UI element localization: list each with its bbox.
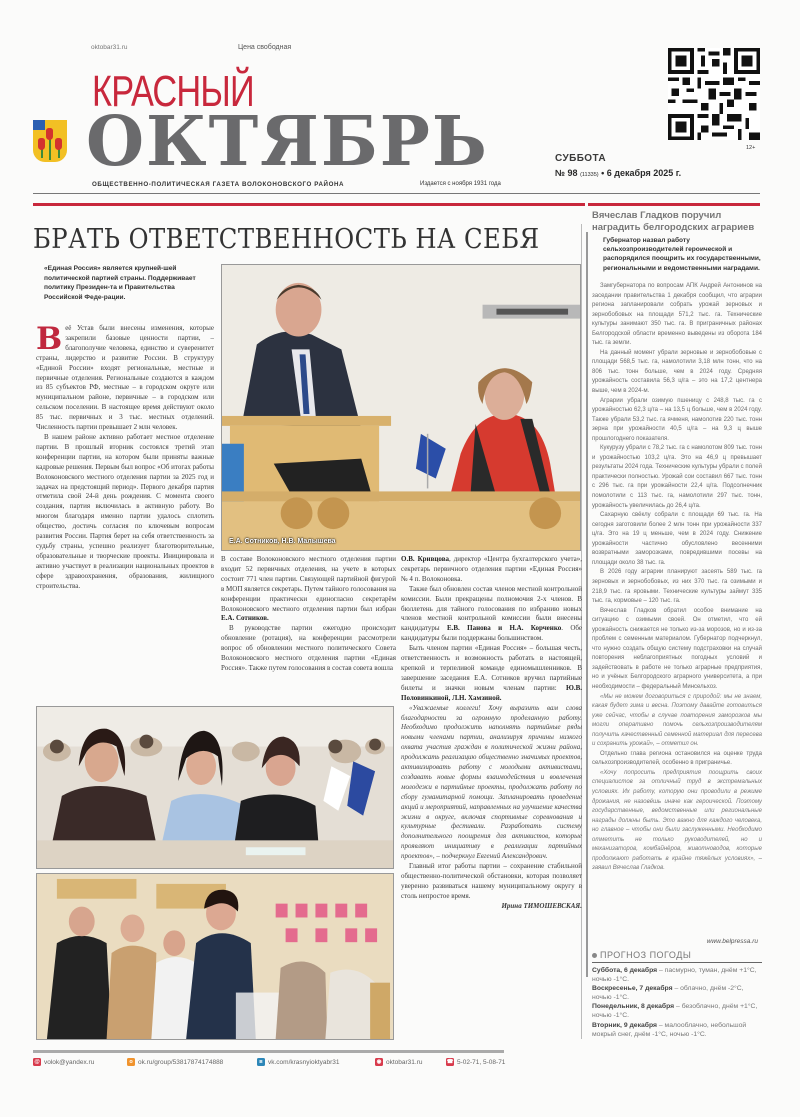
day-of-week: СУББОТА [555, 153, 606, 164]
weather-day: Воскресенье, 7 декабря – облачно, днём -2°С, ночью -1°С. [592, 985, 744, 1002]
newspaper-title-top: КРАСНЫЙ [92, 67, 254, 116]
qr-code-icon[interactable] [668, 48, 760, 140]
red-divider [33, 203, 585, 206]
article-paragraph: Быть членом партии «Единая Россия» – большая честь, ответственность и возможность работать в настоящей, крепкой и терпеливой команде единомышленников. В завершение заседания Е.А. Сотников вручил партийные билеты и значки новым членам партии: Ю.В. Половинкиной, Л.Н. Хамзиной. [401, 644, 582, 702]
weather-day: Вторник, 9 декабря – малооблачно, небольшой мокрый снег, днём -1°С, ночью -1°С. [592, 1021, 747, 1038]
side-paragraph: На данный момент убрали зерновые и зернобобовые с площади 568,5 тыс. га, намолотили 3,18 млн тонн, что на 806 тыс. тонн больше, чем в 2024 году. Средняя урожайность составила 56,3 ц/га – это на 17,2 центнера выше, чем в 2024-м. [592, 349, 762, 395]
footer-divider [33, 1050, 504, 1053]
article-column-3 [401, 555, 582, 1040]
article-paragraph: В составе Волоконовского местного отделения партии входит 52 первичных отделения, на учете в которых состоит 771 член партии. Связующей партийной фигурой в МОП является секретарь. Путем тайного голосования на конференции практически единогласно секретарём Волоконовского местного отделения партии был избран Е.А. Сотников. [221, 555, 396, 623]
age-rating: 12+ [746, 145, 756, 151]
side-quote: «Хочу попросить предприятия поощрить своих специалистов за отличный труд в экстремальных условиях. Их работу, которую они проводили в режиме дрожания, не назовёшь иначе как героической. Поэтому государственные, ведомственные или региональные награды должны быть. Это важно для каждого человека, но главное – чтобы они были заслуженными. Необходимо отметить не только руководителей, но и механизаторов, комбайнёров, животноводов, которые продолжают работать в крайне тяжёлых условиях», – заявил Вячеслав Гладков. [592, 769, 762, 872]
side-paragraph: Сахарную свёклу собрали с площади 69 тыс. га. На сегодня заготовили более 2 млн тонн при урожайности 337 ц/га. Это на 19 ц меньше, чем в 2024 году. Снижение урожайности частично обусловлено весенними возвратными заморозками, повредившими посевы на площади около 38 тыс. га. [592, 512, 762, 566]
web-icon: ◉ [376, 1059, 382, 1065]
article-lead: «Единая Россия» является крупней-шей политической партией страны. Поддерживает политику Президен-та и Правительства Российской Феде-рации. [44, 265, 196, 301]
article-headline: БРАТЬ ОТВЕТСТВЕННОСТЬ НА СЕБЯ [33, 224, 540, 255]
article-column-2 [221, 555, 396, 695]
source-link[interactable]: www.belpressa.ru [706, 938, 758, 945]
footer-phone[interactable]: ☎ 5-02-71, 5-08-71 [446, 1058, 506, 1066]
side-paragraph: Отдельно глава региона остановился на оценке труда сельхозпроизводителей, особенно в приграничье. [592, 750, 762, 767]
photo-ballot [36, 873, 394, 1040]
article-paragraph: её Устав были внесены изменения, которые закрепили базовые ценности партии, – благополучие человека, единство и суверенитет страны, лидерство и развитие России. В структуру «Единой России» входят региональные, местные и первичные отделения. Региональные создаются в каждом из 85 субъектов РФ, местные – в городском округе или муниципальном районе, первичные – в городском или сельском поселении. В настоящее время действуют около 85 тыс. первичных и 3 тыс. местных отделений. Численность партии превышает 2 млн человек. [36, 324, 214, 432]
photo-caption: Е.А. Сотников, Н.В. Малышева [229, 538, 336, 545]
footer-email[interactable]: @ volok@yandex.ru [34, 1058, 95, 1066]
bold-name: Е.В. Панова и Н.А. Корченко [446, 624, 562, 633]
coat-of-arms-icon [33, 120, 67, 162]
newspaper-title-main: ОКТЯБРЬ [86, 102, 489, 182]
article-paragraph: В нашем районе активно работает местное отделение партии. В прошлый вторник состоялся третий этап конференции партии, на котором были приняты важные кадровые решения. Первым был вопрос «Об итогах работы Волоконовского местного отделения партии за 2025 год и задачах на предстоящий период». Первого декабря партия отметила свой 24-й день рождения. С момента своего создания, партия включилась в активную работу. Во многом благодаря именно партии удалось сплотить общество, достичь согласия по ключевым вопросам развития России. Партия берет на себя ответственность за судьбу страны, успешно реализует благотворительные, образовательные и творческие проекты. Инициировала и активно участвует в реализации национальных проектов в сфере здравоохранения, образования, жилищного строительства. [36, 432, 214, 590]
weather-heading: ПРОГНОЗ ПОГОДЫ [592, 950, 691, 960]
side-paragraph: Кукурузу убрали с 78,2 тыс. га с намолотом 809 тыс. тонн и урожайностью 103,2 ц/га. Это на 46,9 ц превышает результаты 2024 года. Технические культуры убрали с полей практически полностью. Урожай сои составил 667 тыс. тонн с 296 тыс. га при урожайности 22,4 ц/га. Подсолнечник помолотили с 113 тыс. га, намолотили 297 тыс. тонн, урожайность увеличилась до 26,4 ц/га. [592, 445, 762, 509]
bold-name: Е.А. Сотников. [221, 614, 269, 623]
article-paragraph: О.В. Кривцова, директор «Центра бухгалтерского учета», секретарь первичного отделения партии «Единая Россия» № 4 п. Волоконовка. [401, 555, 582, 583]
drop-cap: В [36, 324, 63, 357]
side-paragraph: Замгубернатора по вопросам АПК Андрей Антонинов на заседании правительства 1 декабря сообщил, что аграрии региона запланировали собрать урожай зерновых и зернобобовых на площади 571,2 тыс. га. Технические культуры занимают 350 тыс. га. В приграничных районах Белгородской области временно выведены из оборота 184 тыс. га земли. [592, 283, 762, 347]
side-paragraph: В 2026 году аграрии планируют засеять 589 тыс. га зерновых и зернобобовых, из них 370 тыс. га озимыми и 218,9 тыс. га яровыми. Технические культуры займут 335 тыс. га, кормовые – 120 тыс. га. [592, 569, 762, 605]
mail-icon: @ [34, 1059, 40, 1065]
footer-odnoklassniki[interactable]: о ok.ru/group/53817874174888 [127, 1058, 223, 1066]
weather-day: Суббота, 6 декабря – пасмурно, туман, днём +1°С, ночью -1°С. [592, 967, 757, 984]
photo-voting [36, 706, 394, 869]
price-label: Цена свободная [238, 44, 292, 51]
issue-number: № 98 [555, 168, 578, 178]
red-divider-right [588, 203, 760, 206]
article-author: Ирина ТИМОШЕВСКАЯ. [501, 901, 582, 910]
newspaper-subtitle: ОБЩЕСТВЕННО-ПОЛИТИЧЕСКАЯ ГАЗЕТА ВОЛОКОНОВСКОГО РАЙОНА [92, 181, 345, 188]
site-url: oktobar31.ru [91, 44, 128, 51]
bold-name: Ю.В. Половинкиной, Л.Н. Хамзиной. [401, 683, 582, 702]
bullet-icon [592, 953, 597, 958]
footer-vk[interactable]: в vk.com/krasnyioktyabr31 [257, 1058, 340, 1066]
vk-icon: в [257, 1058, 265, 1066]
side-article-body [592, 282, 762, 924]
side-article-headline: Вячеслав Гладков поручил наградить белгородских аграриев [592, 210, 755, 233]
issue-total: (11335) [580, 172, 599, 178]
side-paragraph: Вячеслав Гладков обратил особое внимание на ситуацию с озимыми своей. Он отметил, что ей урожайность снижается не только из-за морозов, но и из-за проблем с семенным материалом. Губернатор подчеркнул, что нужно создать общую систему подстраховки на случай повторения неблагоприятных погодных условий и задействовать в работе не только аграрные предприятия, но и учёных Белгородского аграрного университета, а при необходимости – федеральный Минсельхоз. [592, 607, 762, 690]
odnoklassniki-icon: о [127, 1058, 135, 1066]
weather-forecast [592, 966, 762, 1039]
weather-day: Понедельник, 8 декабря – безоблачно, днём +1°С, ночью -1°С. [592, 1003, 758, 1020]
article-paragraph: В руководстве партии ежегодно происходит обновление (ротация), на конференции рассмотрели вопрос об обновлении местного политического Совета Волоконовского местного отделения партии «Единая Россия». Также путем голосования в состав совета вошла [221, 624, 396, 672]
weather-divider [592, 962, 762, 963]
footer-website[interactable]: ◉ oktobar31.ru [376, 1058, 423, 1066]
article-paragraph: Главный итог работы партии – сохранение стабильной общественно-политической обстановки, которая позволяет уверенно развиваться нашему муниципальному округу в столь непростое время. [401, 862, 582, 900]
photo-speakers [221, 264, 581, 551]
masthead-divider [33, 193, 760, 194]
phone-icon: ☎ [446, 1059, 454, 1065]
issue-info [555, 168, 681, 178]
side-article-bar [586, 232, 588, 977]
bold-name: О.В. Кривцова [401, 555, 450, 563]
issue-date: • 6 декабря 2025 г. [601, 168, 682, 178]
article-paragraph: Также был обновлен состав членов местной контрольной комиссии. Были прекращены полномочия 2-х членов. В бюллетень для тайного голосования по избранию новых членов местной контрольной комиссии были внесены кандидатуры Е.В. Панова и Н.А. Корченко. Обе кандидатуры были поддержаны большинством. [401, 584, 582, 643]
founded-label: Издается с ноября 1931 года [420, 181, 501, 187]
article-column-1 [36, 324, 214, 707]
article-quote: «Уважаемые коллеги! Хочу выразить вам слова благодарности за огромную проделанную работу. Необходимо продолжить наполнять партийные ряды новыми членами партии, анализируя причины низкого охвата участия граждан в политической жизни района, продолжать реализацию общественно значимых проектов, активизировать работу с молодыми активистами, создавать новые формы взаимодействия и вовлечения молодежи в партийные проекты, продолжать работу по сбору гуманитарной помощи. Запланировать проведение акций и мероприятий, направленных на улучшение качества жизни в округе, включая спортивные соревнования и культурные фестивали. Разработать систему дополнительного поощрения для активистов, которые проявляют инициативу в реализации партийных проектов», – подчеркнул Евгений Александрович. [401, 703, 582, 861]
side-paragraph: Аграрии убрали озимую пшеницу с 248,8 тыс. га с урожайностью 62,3 ц/га – на 13,5 ц больше, чем в 2024 году. Также убрали 53,2 тыс. га ячменя, намолотив 220 тыс. тонн зерна при урожайности 40,5 ц/га – на 9,3 ц выше прошлогоднего показателя. [592, 397, 762, 442]
side-quote: «Мы не можем договориться с природой: мы не знаем, какая будет зима и весна. Поэтому давайте готовиться уже сейчас, чтобы в случае повторения заморозков мы могли оперативно помочь сельхозпроизводителям получить качественный семенной материал для пересева и сохранить урожай», – отметил он. [592, 693, 762, 748]
side-article-lead: Губернатор назвал работу сельхозпроизводителей героической и распорядился поощрить их государственными, региональными и ведомственными наградами. [603, 237, 761, 272]
